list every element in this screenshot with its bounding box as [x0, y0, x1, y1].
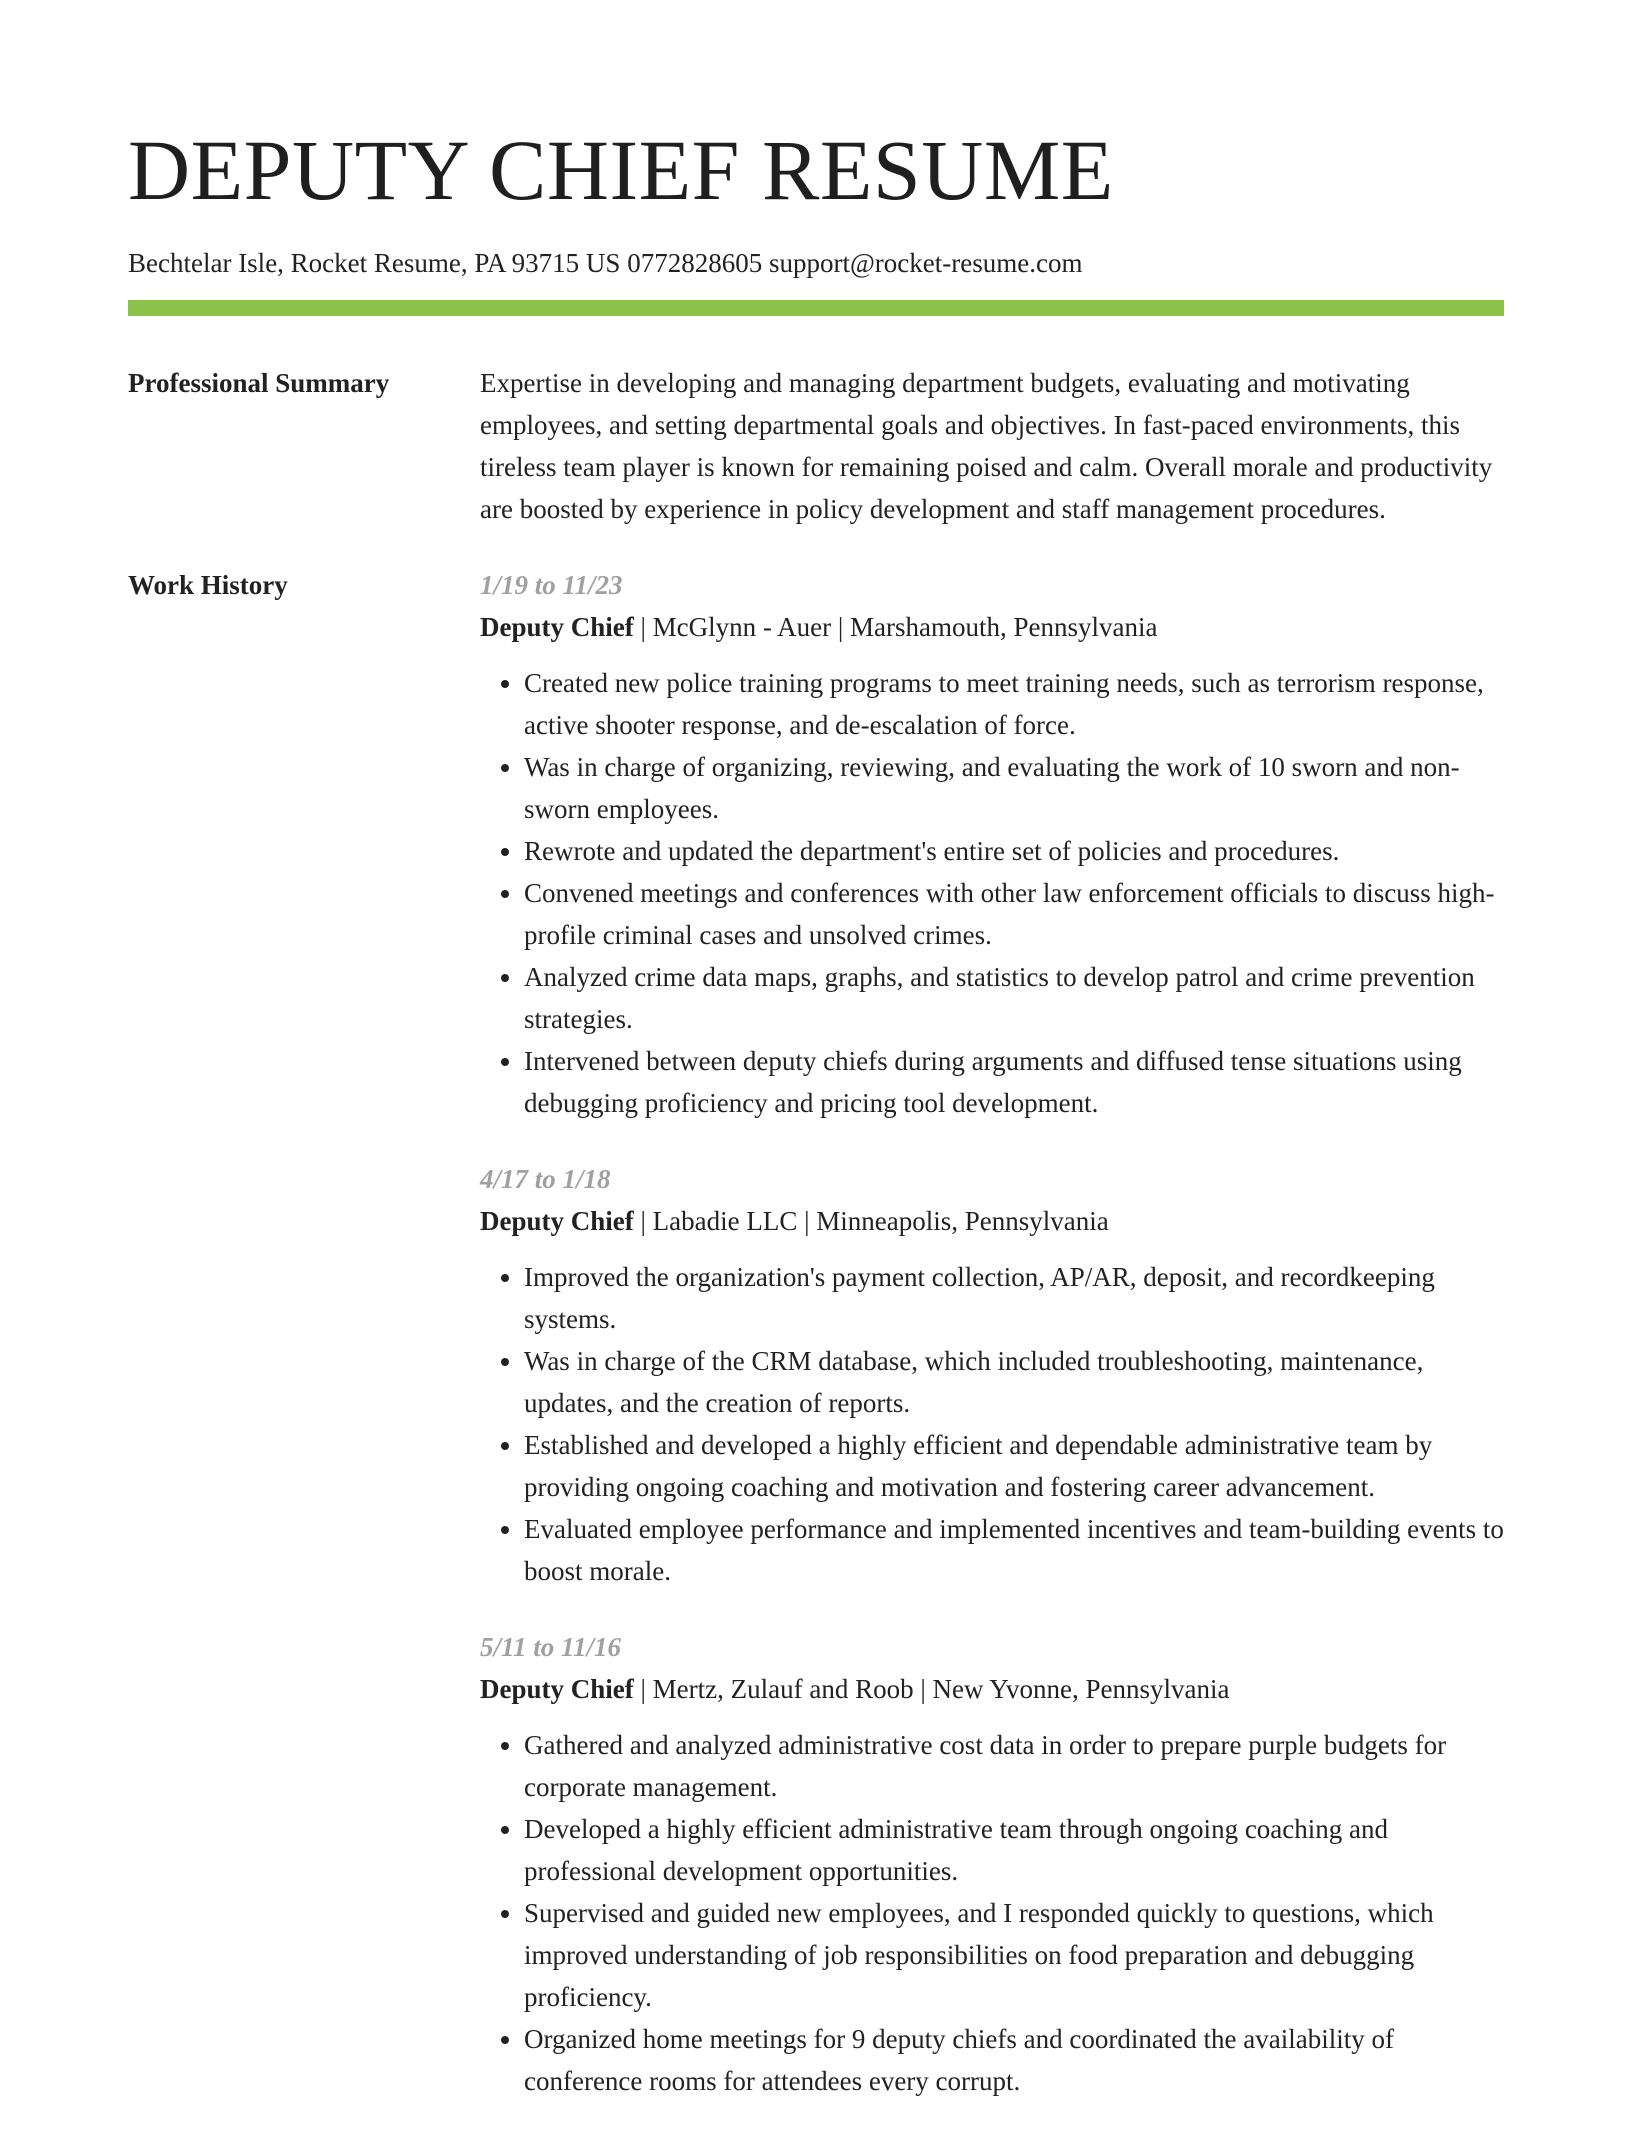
bullet-item: • Established and developed a highly efficient and dependable administrative team by providing ongoing coaching and motivation and fostering career advancement. [524, 1424, 1504, 1508]
job-entry [480, 1158, 1504, 1592]
job-entry [480, 564, 1504, 1124]
job-title: Deputy Chief [480, 1206, 634, 1236]
job-details: | Labadie LLC | Minneapolis, Pennsylvania [633, 1206, 1109, 1236]
professional-summary-section [128, 362, 1504, 530]
bullet-item: • Analyzed crime data maps, graphs, and statistics to develop patrol and crime prevention strategies. [524, 956, 1504, 1040]
work-history-section [128, 564, 1504, 2136]
bullet-item: • Supervised and guided new employees, and I responded quickly to questions, which improved understanding of job responsibilities on food preparation and debugging proficiency. [524, 1892, 1504, 2018]
job-heading [480, 1668, 1504, 1710]
section-label-work: Work History [128, 570, 288, 600]
bullet-item: • Rewrote and updated the department's entire set of policies and procedures. [524, 830, 1504, 872]
contact-line: Bechtelar Isle, Rocket Resume, PA 93715 US 0772828605 support@rocket-resume.com [128, 248, 1083, 278]
bullet-item: • Evaluated employee performance and implemented incentives and team-building events to boost morale. [524, 1508, 1504, 1592]
job-bullets [480, 1256, 1504, 1592]
bullet-item: • Created new police training programs to meet training needs, such as terrorism response, active shooter response, and de-escalation of force. [524, 662, 1504, 746]
job-dates: 1/19 to 11/23 [480, 570, 623, 600]
bullet-item: • Developed a highly efficient administrative team through ongoing coaching and professional development opportunities. [524, 1808, 1504, 1892]
bullet-item: • Improved the organization's payment collection, AP/AR, deposit, and recordkeeping systems. [524, 1256, 1504, 1340]
job-title: Deputy Chief [480, 612, 634, 642]
bullet-item: • Intervened between deputy chiefs during arguments and diffused tense situations using debugging proficiency and pricing tool development. [524, 1040, 1504, 1124]
summary-text: Expertise in developing and managing department budgets, evaluating and motivating employees, and setting departmental goals and objectives. In fast-paced environments, this tireless team player is known for remaining poised and calm. Overall morale and productivity are boosted by experience in policy development and staff management procedures. [480, 368, 1493, 524]
job-entry [480, 1626, 1504, 2102]
work-history-body [480, 564, 1504, 2136]
bullet-item: • Organized home meetings for 9 deputy chiefs and coordinated the availability of conference rooms for attendees every corrupt. [524, 2018, 1504, 2102]
resume-page [128, 120, 1504, 2136]
summary-body [480, 362, 1504, 530]
job-heading [480, 606, 1504, 648]
bullet-item: • Convened meetings and conferences with other law enforcement officials to discuss high-profile criminal cases and unsolved crimes. [524, 872, 1504, 956]
job-title: Deputy Chief [480, 1674, 634, 1704]
section-label-summary: Professional Summary [128, 368, 390, 398]
job-details: | Mertz, Zulauf and Roob | New Yvonne, Pennsylvania [633, 1674, 1230, 1704]
bullet-item: • Gathered and analyzed administrative cost data in order to prepare purple budgets for corporate management. [524, 1724, 1504, 1808]
bullet-item: • Was in charge of organizing, reviewing, and evaluating the work of 10 sworn and non-sworn employees. [524, 746, 1504, 830]
resume-title: DEPUTY CHIEF RESUME [128, 122, 1114, 218]
job-dates: 4/17 to 1/18 [480, 1164, 611, 1194]
job-heading [480, 1200, 1504, 1242]
job-bullets [480, 1724, 1504, 2102]
job-dates: 5/11 to 11/16 [480, 1632, 622, 1662]
bullet-item: • Was in charge of the CRM database, which included troubleshooting, maintenance, updates, and the creation of reports. [524, 1340, 1504, 1424]
job-details: | McGlynn - Auer | Marshamouth, Pennsylvania [633, 612, 1158, 642]
job-bullets [480, 662, 1504, 1124]
accent-divider [128, 300, 1504, 316]
